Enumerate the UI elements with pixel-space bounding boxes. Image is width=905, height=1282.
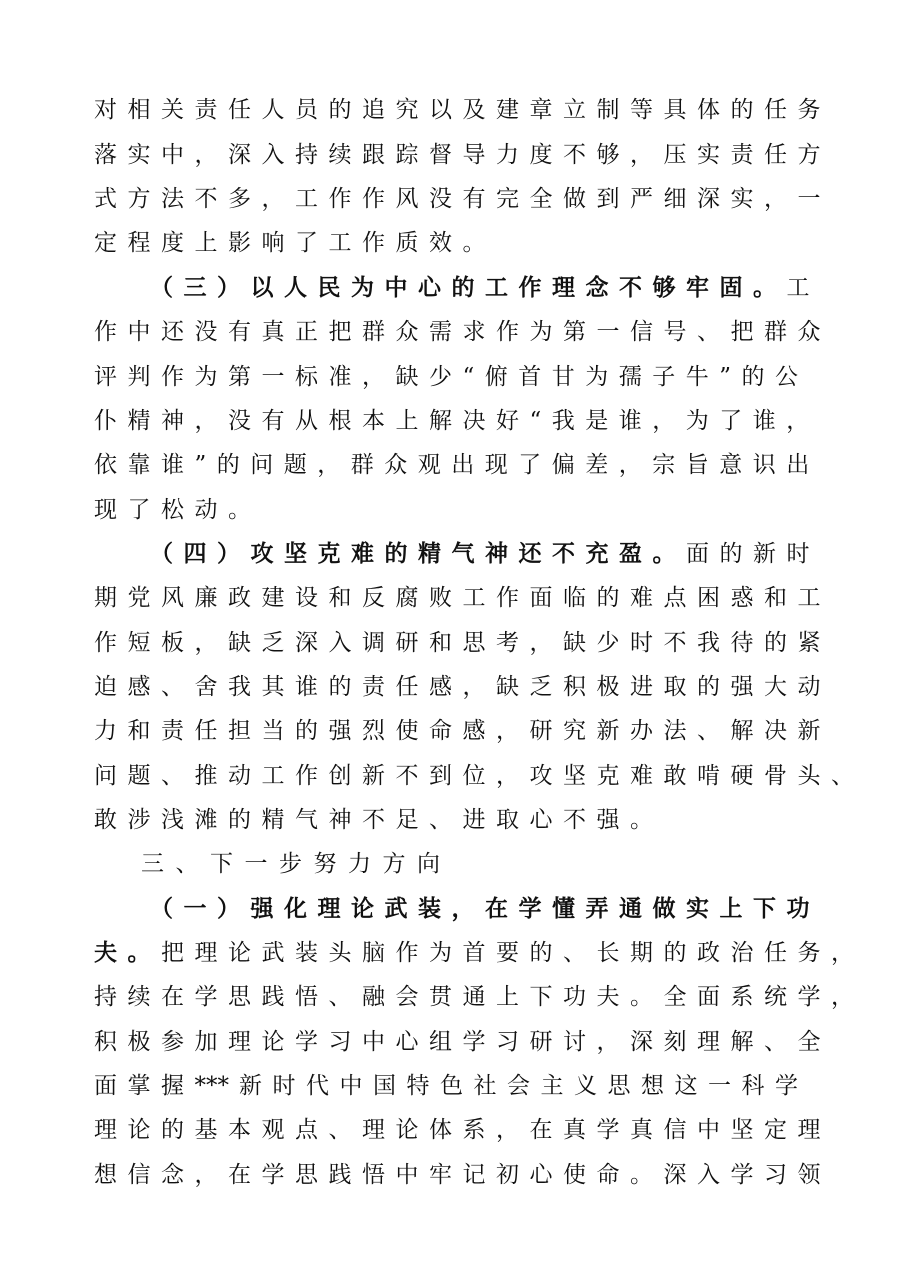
body-text-line	[94, 1064, 809, 1108]
body-text-line: 对相关责任人员的追究以及建章立制等具体的任务	[94, 97, 831, 123]
body-text-line: 仆精神，没有从根本上解决好“我是谁，为了谁，	[94, 408, 820, 434]
body-text-line: 理论的基本观点、理论体系，在真学真信中坚定理	[94, 1117, 831, 1143]
body-text-line: 力和责任担当的强烈使命感，研究新办法、解决新	[94, 718, 831, 744]
body-text-line: 迫感、舍我其谁的责任感，缺乏积极进取的强大动	[94, 674, 831, 700]
body-text-line: 作短板，缺乏深入调研和思考，缺少时不我待的紧	[94, 630, 831, 656]
body-text-line: 问题、推动工作创新不到位，攻坚克难敢啃硬骨头、	[94, 763, 865, 789]
body-text-line: 持续在学思践悟、融会贯通上下功夫。全面系统学，	[94, 984, 865, 1010]
body-text-line: 依靠谁”的问题，群众观出现了偏差，宗旨意识出	[94, 452, 820, 478]
section-heading-4: （四）攻坚克难的精气神还不充盈。	[150, 540, 686, 567]
chapter-heading: 三、下一步努力方向	[141, 851, 452, 877]
section-heading-line	[150, 532, 820, 576]
body-text-fragment: 面的新时	[686, 541, 820, 567]
section-heading-3: （三）以人民为中心的工作理念不够牢固。	[150, 274, 787, 301]
body-text-line: 落实中，深入持续跟踪督导力度不够，压实责任方	[94, 142, 831, 168]
section-heading-line	[150, 266, 820, 310]
redacted-name-placeholder: ***	[194, 1073, 229, 1099]
body-text-line: 积极参加理论学习中心组学习研讨，深刻理解、全	[94, 1029, 831, 1055]
body-text-line	[94, 931, 865, 975]
body-text-line: 作中还没有真正把群众需求作为第一信号、把群众	[94, 319, 831, 345]
body-text-fragment: 面掌握	[94, 1073, 195, 1099]
section-heading-line: （一）强化理论武装，在学懂弄通做实上下功	[150, 895, 820, 922]
section-heading-tail: 夫。	[94, 939, 161, 966]
body-text-line: 评判作为第一标准，缺少“俯首甘为孺子牛”的公	[94, 364, 809, 390]
body-text-line: 敢涉浅滩的精气神不足、进取心不强。	[94, 807, 664, 833]
body-text-fragment: 把理论武装头脑作为首要的、长期的政治任务，	[161, 940, 865, 966]
body-text-fragment: 工	[786, 275, 820, 301]
body-text-line: 定程度上影响了工作质效。	[94, 230, 496, 256]
body-text-line: 式方法不多，工作作风没有完全做到严细深实，一	[94, 186, 831, 212]
body-text-line: 期党风廉政建设和反腐败工作面临的难点困惑和工	[94, 585, 831, 611]
body-text-line: 想信念，在学思践悟中牢记初心使命。深入学习领	[94, 1162, 831, 1188]
body-text-line: 现了松动。	[94, 497, 262, 523]
body-text-fragment: 新时代中国特色社会主义思想这一科学	[239, 1073, 809, 1099]
